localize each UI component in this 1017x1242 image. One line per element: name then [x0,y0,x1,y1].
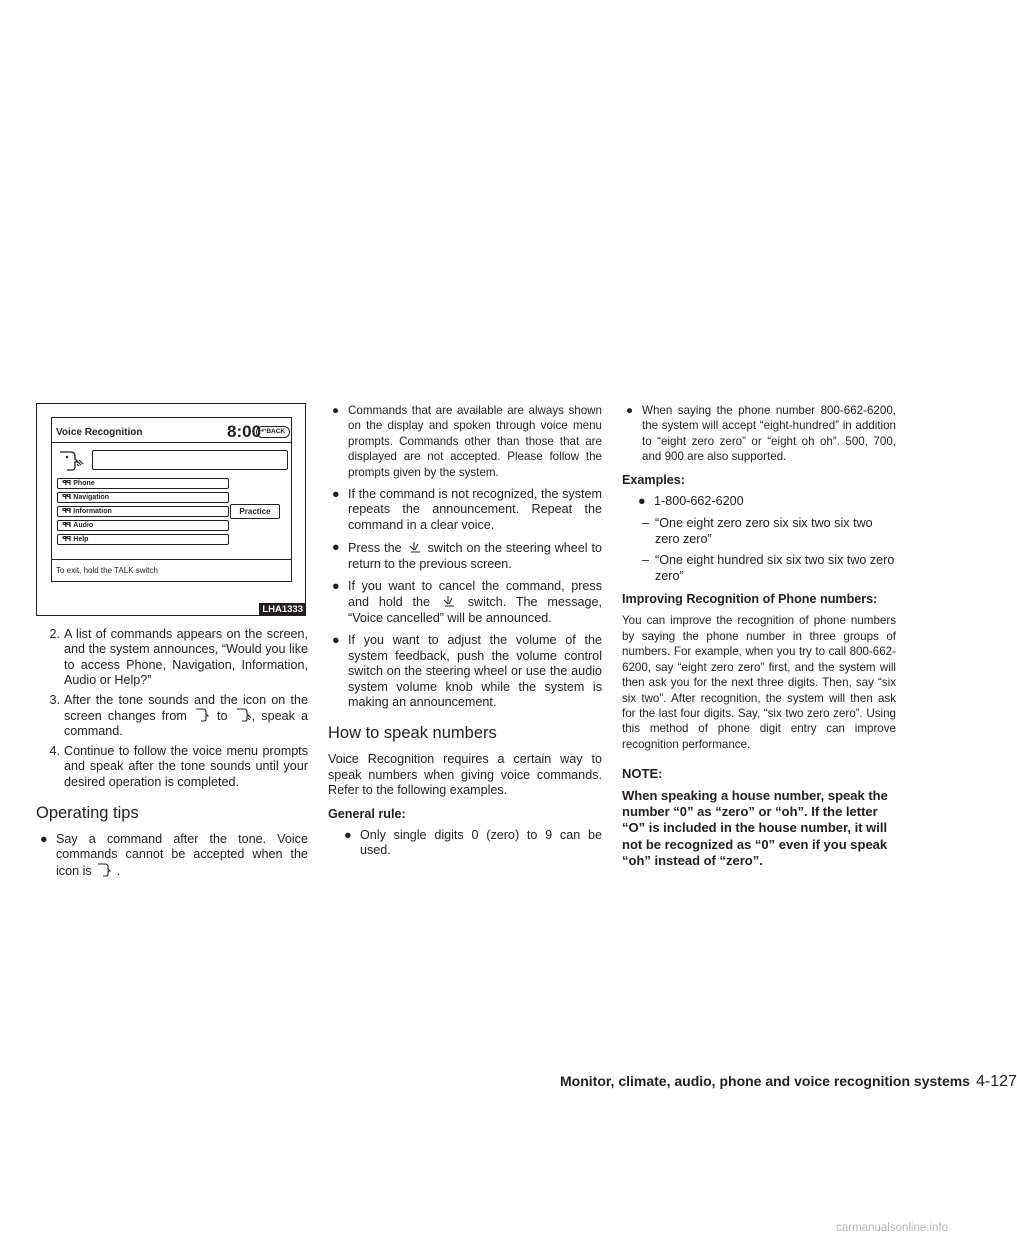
screen-footer-text: To exit, hold the TALK switch [56,566,158,575]
rule-bullet-1: ● Only single digits 0 (zero) to 9 can be used. [344,827,602,858]
title-divider [52,442,291,443]
talk-switch-icon [440,594,458,608]
page-footer [560,1073,1017,1091]
watermark: carmanualsonline.info [836,1222,948,1234]
general-rule-label: General rule: [328,806,406,821]
section-title: Monitor, climate, audio, phone and voice recognition systems [560,1073,970,1089]
example-reading-2: – “One eight hundred six six two six two zero zero” [642,553,895,583]
column-2 [328,403,602,866]
examples-label: Examples: [622,472,685,487]
tip-bullet-2: ● Commands that are available are always shown on the display and spoken through voice menu prompts. Commands other than those that are displayed are not accepted. Please follow the prompts given by the system. [332,404,602,479]
improving-heading: Improving Recognition of Phone numbers: [622,592,878,607]
numbers-heading: How to speak numbers [328,724,497,743]
voice-idle-icon [193,708,211,722]
menu-item-phone[interactable]: ꟼꟼ Phone [57,478,229,489]
recognition-text-field [92,450,288,470]
figure-id: LHA1333 [259,603,306,616]
example-number: ● 1-800-662-6200 [638,494,744,509]
talk-icon: ꟼꟼ [62,522,71,529]
voice-idle-icon [95,863,113,877]
column-1 [36,627,308,886]
talk-icon: ꟼꟼ [62,494,71,501]
column-3 [622,403,896,870]
tip-bullet-6: ● If you want to adjust the volume of the system feedback, push the volume control switch on the steering wheel or use the audio system volume knob while the system is making an announcement. [332,633,602,709]
step-3: 3. After the tone sounds and the icon on the screen changes from to , speak a command. [49,692,308,739]
step-4: 4. Continue to follow the voice menu prompts and speak after the tone sounds until your desired operation is completed. [49,743,308,789]
numbers-intro: Voice Recognition requires a certain way to speak numbers when giving voice commands. Refer to the following examples. [328,752,602,798]
tip-bullet-4: ● Press the switch on the steering wheel to return to the previous screen. [332,540,603,571]
operating-tips-heading: Operating tips [36,804,139,823]
step-2: 2. A list of commands appears on the screen, and the system announces, “Would you like to access Phone, Navigation, Information, Audio or Help?” [49,627,308,688]
menu-item-navigation[interactable]: ꟼꟼ Navigation [57,492,229,503]
page-number: 4-127 [975,1073,1017,1090]
tip-bullet-1: ● Say a command after the tone. Voice commands cannot be accepted when the icon is . [40,832,308,878]
talk-switch-icon [406,540,424,554]
back-arrow-icon: ↶ [260,428,267,435]
talk-icon: ꟼꟼ [62,536,71,543]
tip-bullet-3: ● If the command is not recognized, the system repeats the announcement. Repeat the command in a clear voice. [332,487,602,532]
talk-icon: ꟼꟼ [62,508,71,515]
screen-title: Voice Recognition [56,427,143,438]
voice-recognition-figure [36,403,306,616]
example-reading-1: – “One eight zero zero six six two six two zero zero” [642,516,873,546]
note-title: NOTE: [622,766,663,782]
menu-item-help[interactable]: ꟼꟼ Help [57,534,229,545]
clock-time: 8:00 [227,422,262,441]
note-text: When speaking a house number, speak the number “0” as “zero” or “oh”. If the letter “O” is included in the house number, it will not be recognized as “0” even if you speak “oh” instead of “zero”. [622,787,888,869]
back-label: BACK [266,428,286,435]
voice-listening-icon [234,708,252,722]
back-button[interactable] [256,426,290,438]
improving-text: You can improve the recognition of phone numbers by saying the phone number in three groups of numbers. For example, when you try to call 800-662-6200, say “eight zero zero” first, and the system will then ask you for the next three digits. Then, say “six six two”. After recognition, the system will then ask for the last four digits. Say, “six two zero zero”. Using this method of phone digit entry can improve recognition performance. [622,614,896,751]
display-screen [51,417,292,582]
voice-head-icon [58,448,84,474]
rule-bullet-2: ● When saying the phone number 800-662-6200, the system will accept “eight-hundred” in addition to “eight zero zero” or “eight oh oh”. 500, 700, and 900 are also supported. [626,404,896,464]
menu-item-audio[interactable]: ꟼꟼ Audio [57,520,229,531]
tip-bullet-5: ● If you want to cancel the command, press and hold the switch. The message, “Voice cancelled” will be announced. [332,579,603,625]
menu-item-information[interactable]: ꟼꟼ Information [57,506,229,517]
talk-icon: ꟼꟼ [62,480,71,487]
practice-button[interactable]: Practice [230,504,280,519]
footer-divider [52,559,291,560]
